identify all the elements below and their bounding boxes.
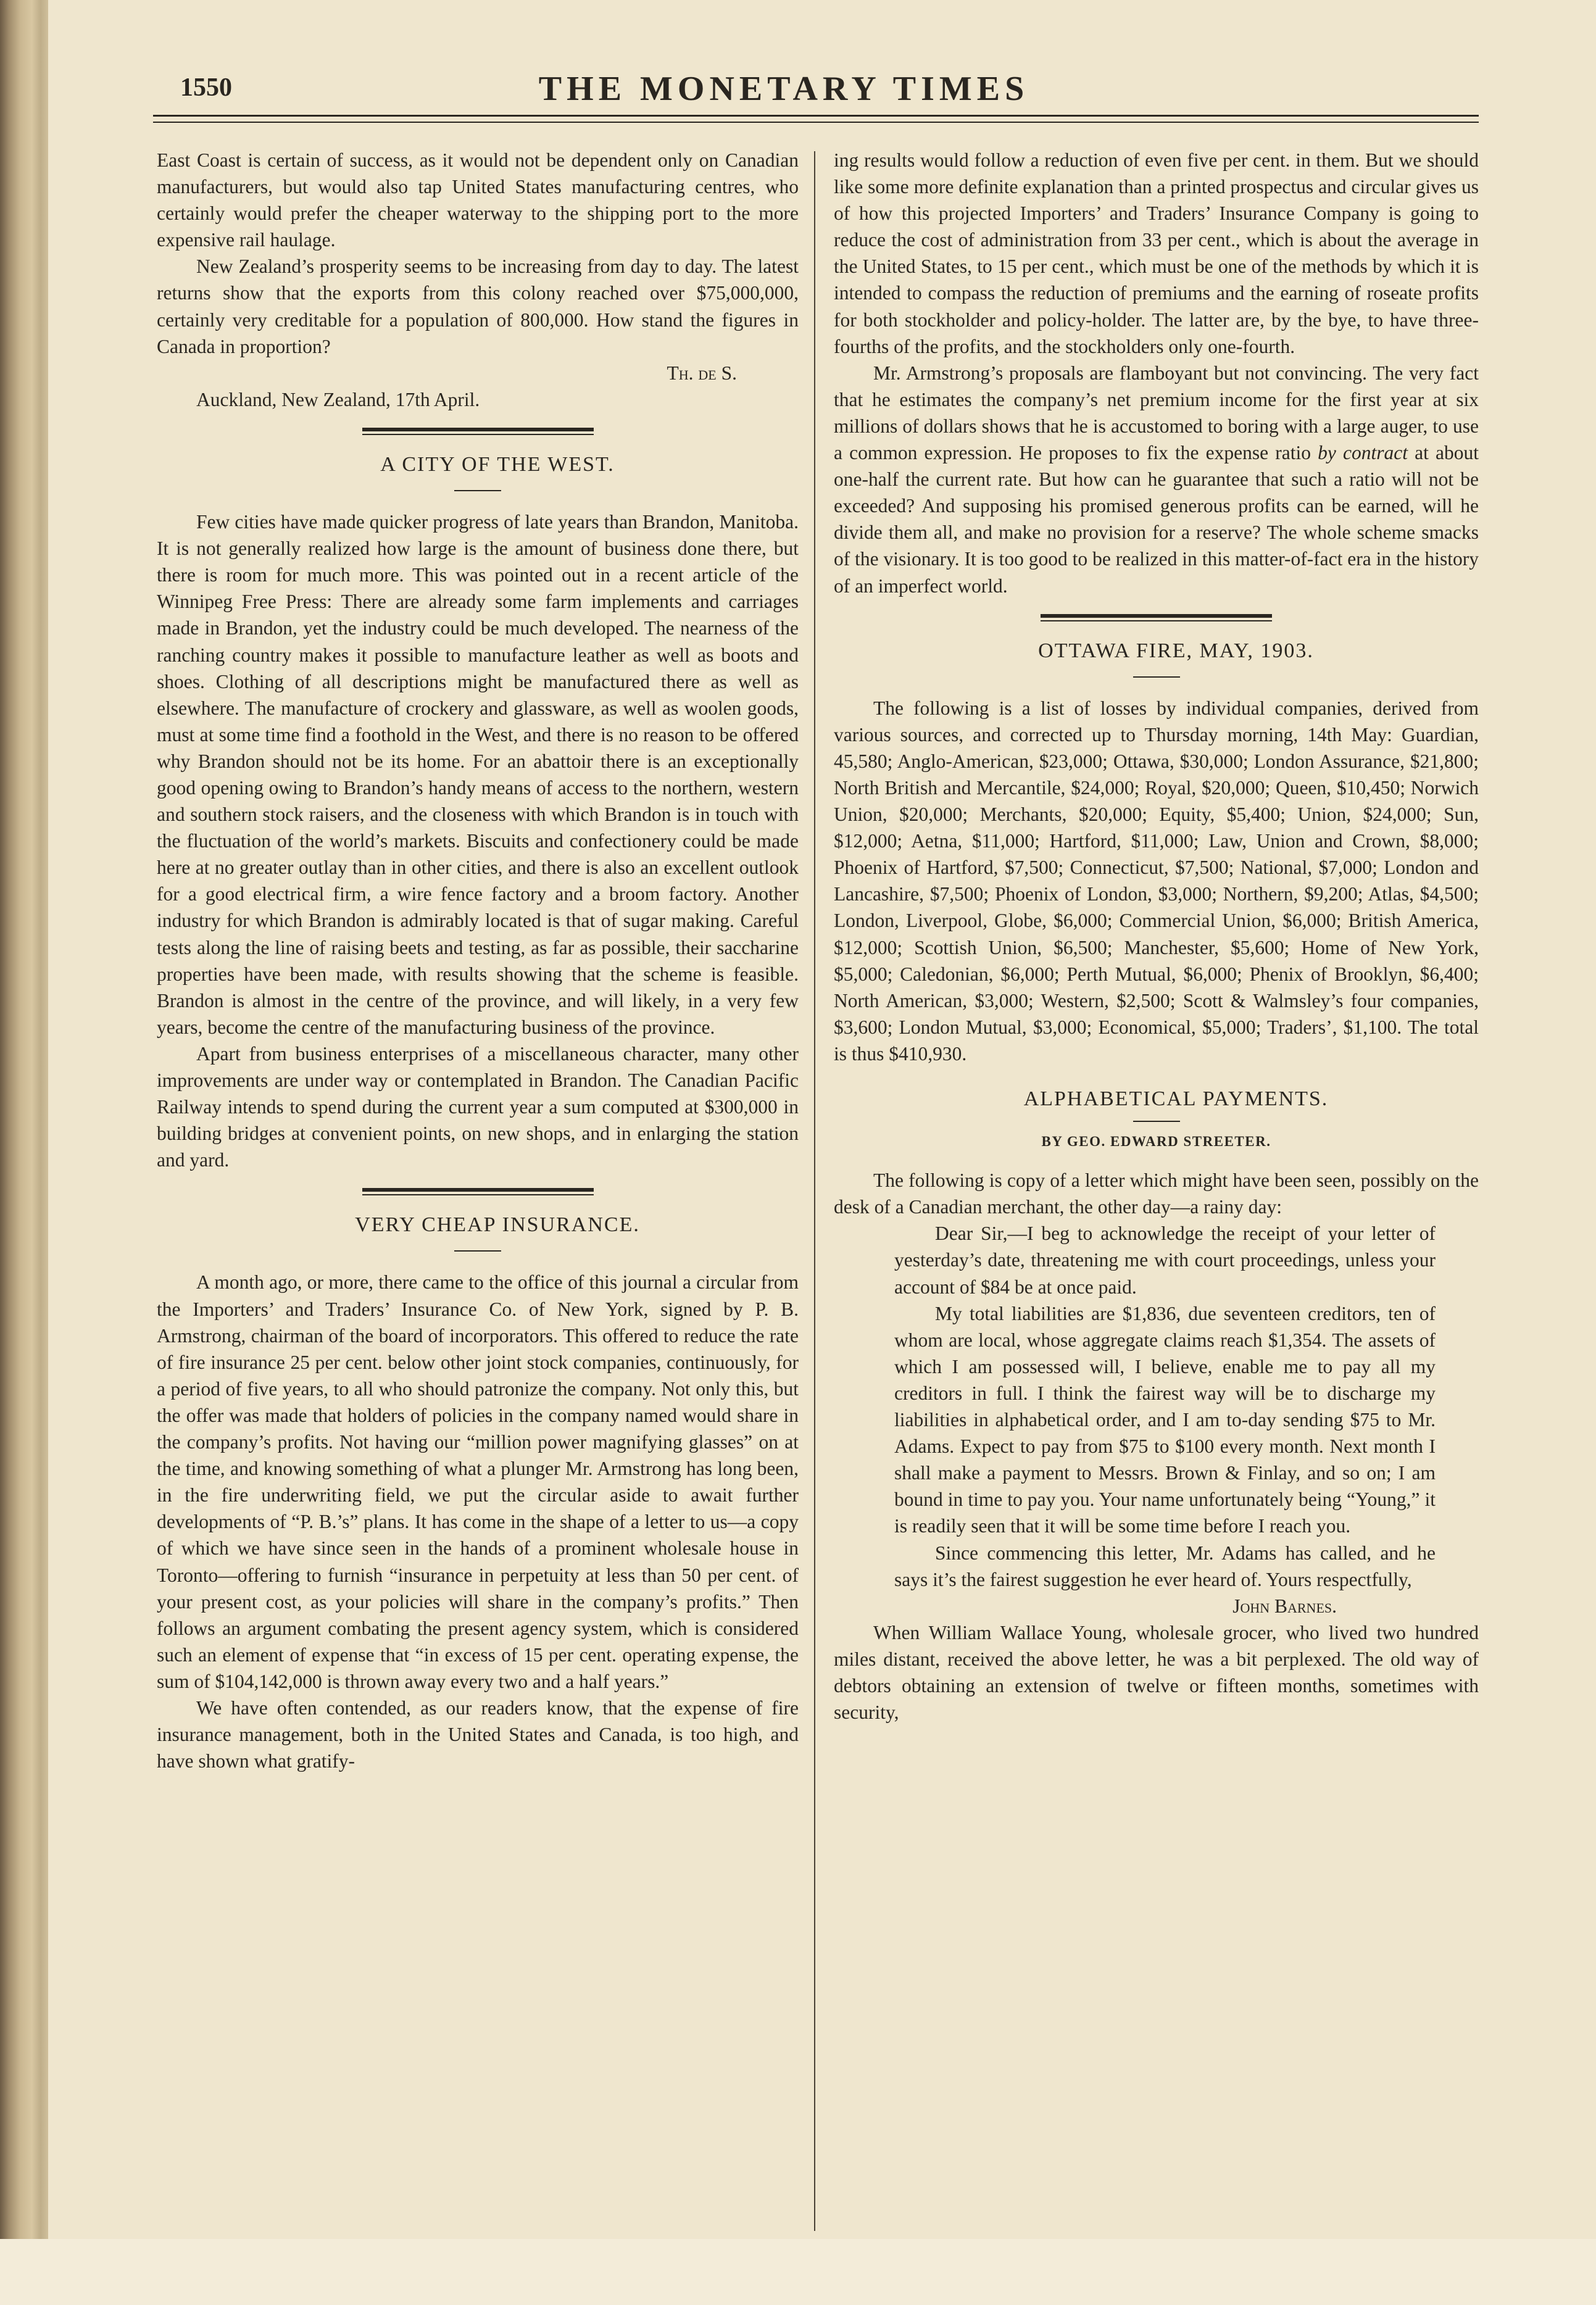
header-rule-thin (153, 122, 1479, 123)
dateline: Auckland, New Zealand, 17th April. (196, 388, 480, 410)
paragraph: The following is copy of a letter which might have been seen, possibly on the desk of a Canadian merchant, the other day—a rainy day: (834, 1169, 1479, 1218)
section-rule (362, 1188, 594, 1195)
masthead-title: THE MONETARY TIMES (538, 70, 1029, 108)
book-spine (0, 0, 48, 2305)
scan-margin (0, 2239, 1596, 2305)
paragraph: We have often contended, as our readers know, that the expense of fire insurance management, both in the United States and Canada, is too high, and have shown what gratify- (157, 1697, 799, 1772)
page-number: 1550 (180, 73, 232, 102)
text-run: Mr. Armstrong’s proposals are flamboyant but not convincing. The very fact that he estimates the company’s net premium income for the first year at six millions of dollars shows that he is accustomed to boring with a large auger, to use a common expression. He proposes to fix the expense ratio (834, 362, 1479, 464)
paragraph: Few cities have made quicker progress of late years than Brandon, Manitoba. It is not generally realized how large is the amount of business done there, but there is room for much more. This was pointed out in a recent article of the Winnipeg Free Press: There are already some farm implements and carriages made in Brandon, yet the industry could be much developed. The nearness of the ranching country makes it possible to manufacture leather as well as boots and shoes. Clothing of all descriptions might be manufactured there as well as elsewhere. The manufacture of crockery and glassware, as well as woolen goods, must at some time find a foothold in the West, and there is no reason to be offered why Brandon should not be its home. For an abattoir there is an exceptionally good opening owing to Brandon’s handy means of access to the northern, western and southern stock raisers, and the closeness with which Brandon is in touch with the fluctuation of the world’s markets. Biscuits and confectionery could be made here at no greater outlay than in other cities, and there is also an excellent outlook for a good electrical firm, a wire fence factory and a broom factory. Another industry for which Brandon is admirably located is that of sugar making. Careful tests along the line of raising beets and testing, as far as possible, their saccharine properties have been made, with results showing that the scheme is feasible. Brandon is almost in the centre of the province, and will likely, in a very few years, become the centre of the manufacturing business of the province. (157, 511, 799, 1038)
letter-paragraph: My total liabilities are $1,836, due seventeen creditors, ten of whom are local, whose aggregate claims reach $1,354. The assets of which I am possessed will, I believe, enable me to pay all my creditors in full. I think the fairest way will be to discharge my liabilities in alphabetical order, and I am to-day sending $75 to Mr. Adams. Expect to pay from $75 to $100 every month. Next month I shall make a payment to Messrs. Brown & Finlay, and so on; I am bound in time to pay you. Your name unfortunately being “Young,” it is readily seen that it will be some time before I reach you. (894, 1302, 1436, 1537)
paragraph: East Coast is certain of success, as it would not be dependent only on Canadian manufacturers, but would also tap United States manufacturing centres, who certainly would prefer the cheaper waterway to the shipping port to the more expensive rail haulage. (157, 149, 799, 251)
right-column (834, 147, 1479, 1726)
emphasis: by contract (1318, 442, 1408, 464)
signature: Th. de S. (667, 362, 737, 384)
title-rule (454, 1250, 501, 1252)
paragraph: A month ago, or more, there came to the office of this journal a circular from the Importers’ and Traders’ Insurance Co. of New York, signed by P. B. Armstrong, chairman of the board of incorporators. This offered to reduce the rate of fire insurance 25 per cent. below other joint stock companies, continuously, for a period of five years, to all who should patronize the company. Not only this, but the offer was made that holders of policies in the company named would share in the company’s profits. Not having our “million power magnifying glasses” on at the time, and knowing something of what a plunger Mr. Armstrong has long been, in the fire underwriting field, we put the circular aside to await further developments of “P. B.’s” plans. It has come in the shape of a letter to us—a copy of which we have since seen in the hands of a prominent wholesale house in Toronto—offering to furnish “insurance in perpetuity at less than 50 per cent. of your present cost, as your policies will share in the company’s profits.” Then follows an argument combating the present agency system, which is considered such an element of expense that “in excess of 15 per cent. operating expense, the sum of $104,142,000 is thrown away every two and a half years.” (157, 1271, 799, 1692)
section-rule (362, 428, 594, 435)
letter-paragraph: Dear Sir,—I beg to acknowledge the receipt of your letter of yesterday’s date, threatening me with court proceedings, unless your account of $84 be at once paid. (894, 1223, 1436, 1298)
title-rule (454, 490, 501, 491)
title-rule (1133, 1121, 1180, 1122)
letter-block (834, 1220, 1479, 1619)
text-run: at about one-half the current rate. But how can he guarantee that such a ratio will not be exceeded? And supposing his promised generous profits can be earned, will he divide them all, and make no provision for a reserve? The whole scheme smacks of the visionary. It is too good to be realized in this matter-of-fact era in the history of an imperfect world. (834, 442, 1479, 597)
left-column (157, 147, 799, 1774)
article-title-fire: OTTAWA FIRE, MAY, 1903. (1038, 639, 1314, 662)
letter-signature: John Barnes. (1232, 1595, 1337, 1617)
article-title-insurance: VERY CHEAP INSURANCE. (355, 1213, 640, 1237)
title-rule (1133, 676, 1180, 678)
section-rule (1041, 614, 1272, 621)
paragraph: When William Wallace Young, wholesale grocer, who lived two hundred miles distant, received the above letter, he was a bit perplexed. The old way of debtors obtaining an extension of twelve or fifteen months, sometimes with security, (834, 1621, 1479, 1724)
column-divider (814, 151, 815, 2231)
paragraph: New Zealand’s prosperity seems to be increasing from day to day. The latest returns show that the exports from this colony reached over $75,000,000, certainly very creditable for a population of 800,000. How stand the figures in Canada in proportion? (157, 255, 799, 357)
article-title-alphabetical: ALPHABETICAL PAYMENTS. (1023, 1087, 1329, 1110)
paragraph: The following is a list of losses by individual companies, derived from various sources, and corrected up to Thursday morning, 14th May: Guardian, 45,580; Anglo-American, $23,000; Ottawa, $30,000; London Assurance, $21,800; North British and Mercantile, $24,000; Royal, $20,000; Queen, $10,450; Norwich Union, $20,000; Merchants, $20,000; Equity, $5,400; Union, $24,000; Sun, $12,000; Aetna, $11,000; Hartford, $11,000; Law, Union and Crown, $8,000; Phoenix of Hartford, $7,500; Connecticut, $7,500; National, $7,000; London and Lancashire, $7,500; Phoenix of London, $3,000; Northern, $9,200; Atlas, $4,500; London, Liverpool, Globe, $6,000; Commercial Union, $6,000; British America, $12,000; Scottish Union, $6,500; Manchester, $5,600; Home of New York, $5,000; Caledonian, $6,000; Perth Mutual, $6,000; Phenix of Brooklyn, $6,400; North American, $3,000; Western, $2,500; Scott & Walmsley’s four companies, $3,600; London Mutual, $3,000; Economical, $5,000; Traders’, $1,100. The total is thus $410,930. (834, 697, 1479, 1065)
byline: BY GEO. EDWARD STREETER. (1041, 1134, 1271, 1150)
paragraph: ing results would follow a reduction of even five per cent. in them. But we should like some more definite explanation than a printed prospectus and circular gives us of how this projected Importers’ and Traders’ Insurance Company is going to reduce the cost of administration from 33 per cent., which is about the average in the United States, to 15 per cent., which must be one of the methods by which it is intended to compass the reduction of premiums and the earning of roseate profits for both stockholder and policy-holder. The latter are, by the bye, to have three-fourths of the profits, and the stockholders only one-fourth. (834, 149, 1479, 357)
header-rule (153, 115, 1479, 117)
article-title-city: A CITY OF THE WEST. (380, 452, 615, 476)
paragraph: Apart from business enterprises of a miscellaneous character, many other improvements are under way or contemplated in Brandon. The Canadian Pacific Railway intends to spend during the current year a sum computed at $300,000 in building bridges at convenient points, on new shops, and in enlarging the station and yard. (157, 1042, 799, 1171)
letter-paragraph: Since commencing this letter, Mr. Adams has called, and he says it’s the fairest suggestion he ever heard of. Yours respectfully, (894, 1542, 1436, 1590)
paragraph (834, 360, 1479, 599)
